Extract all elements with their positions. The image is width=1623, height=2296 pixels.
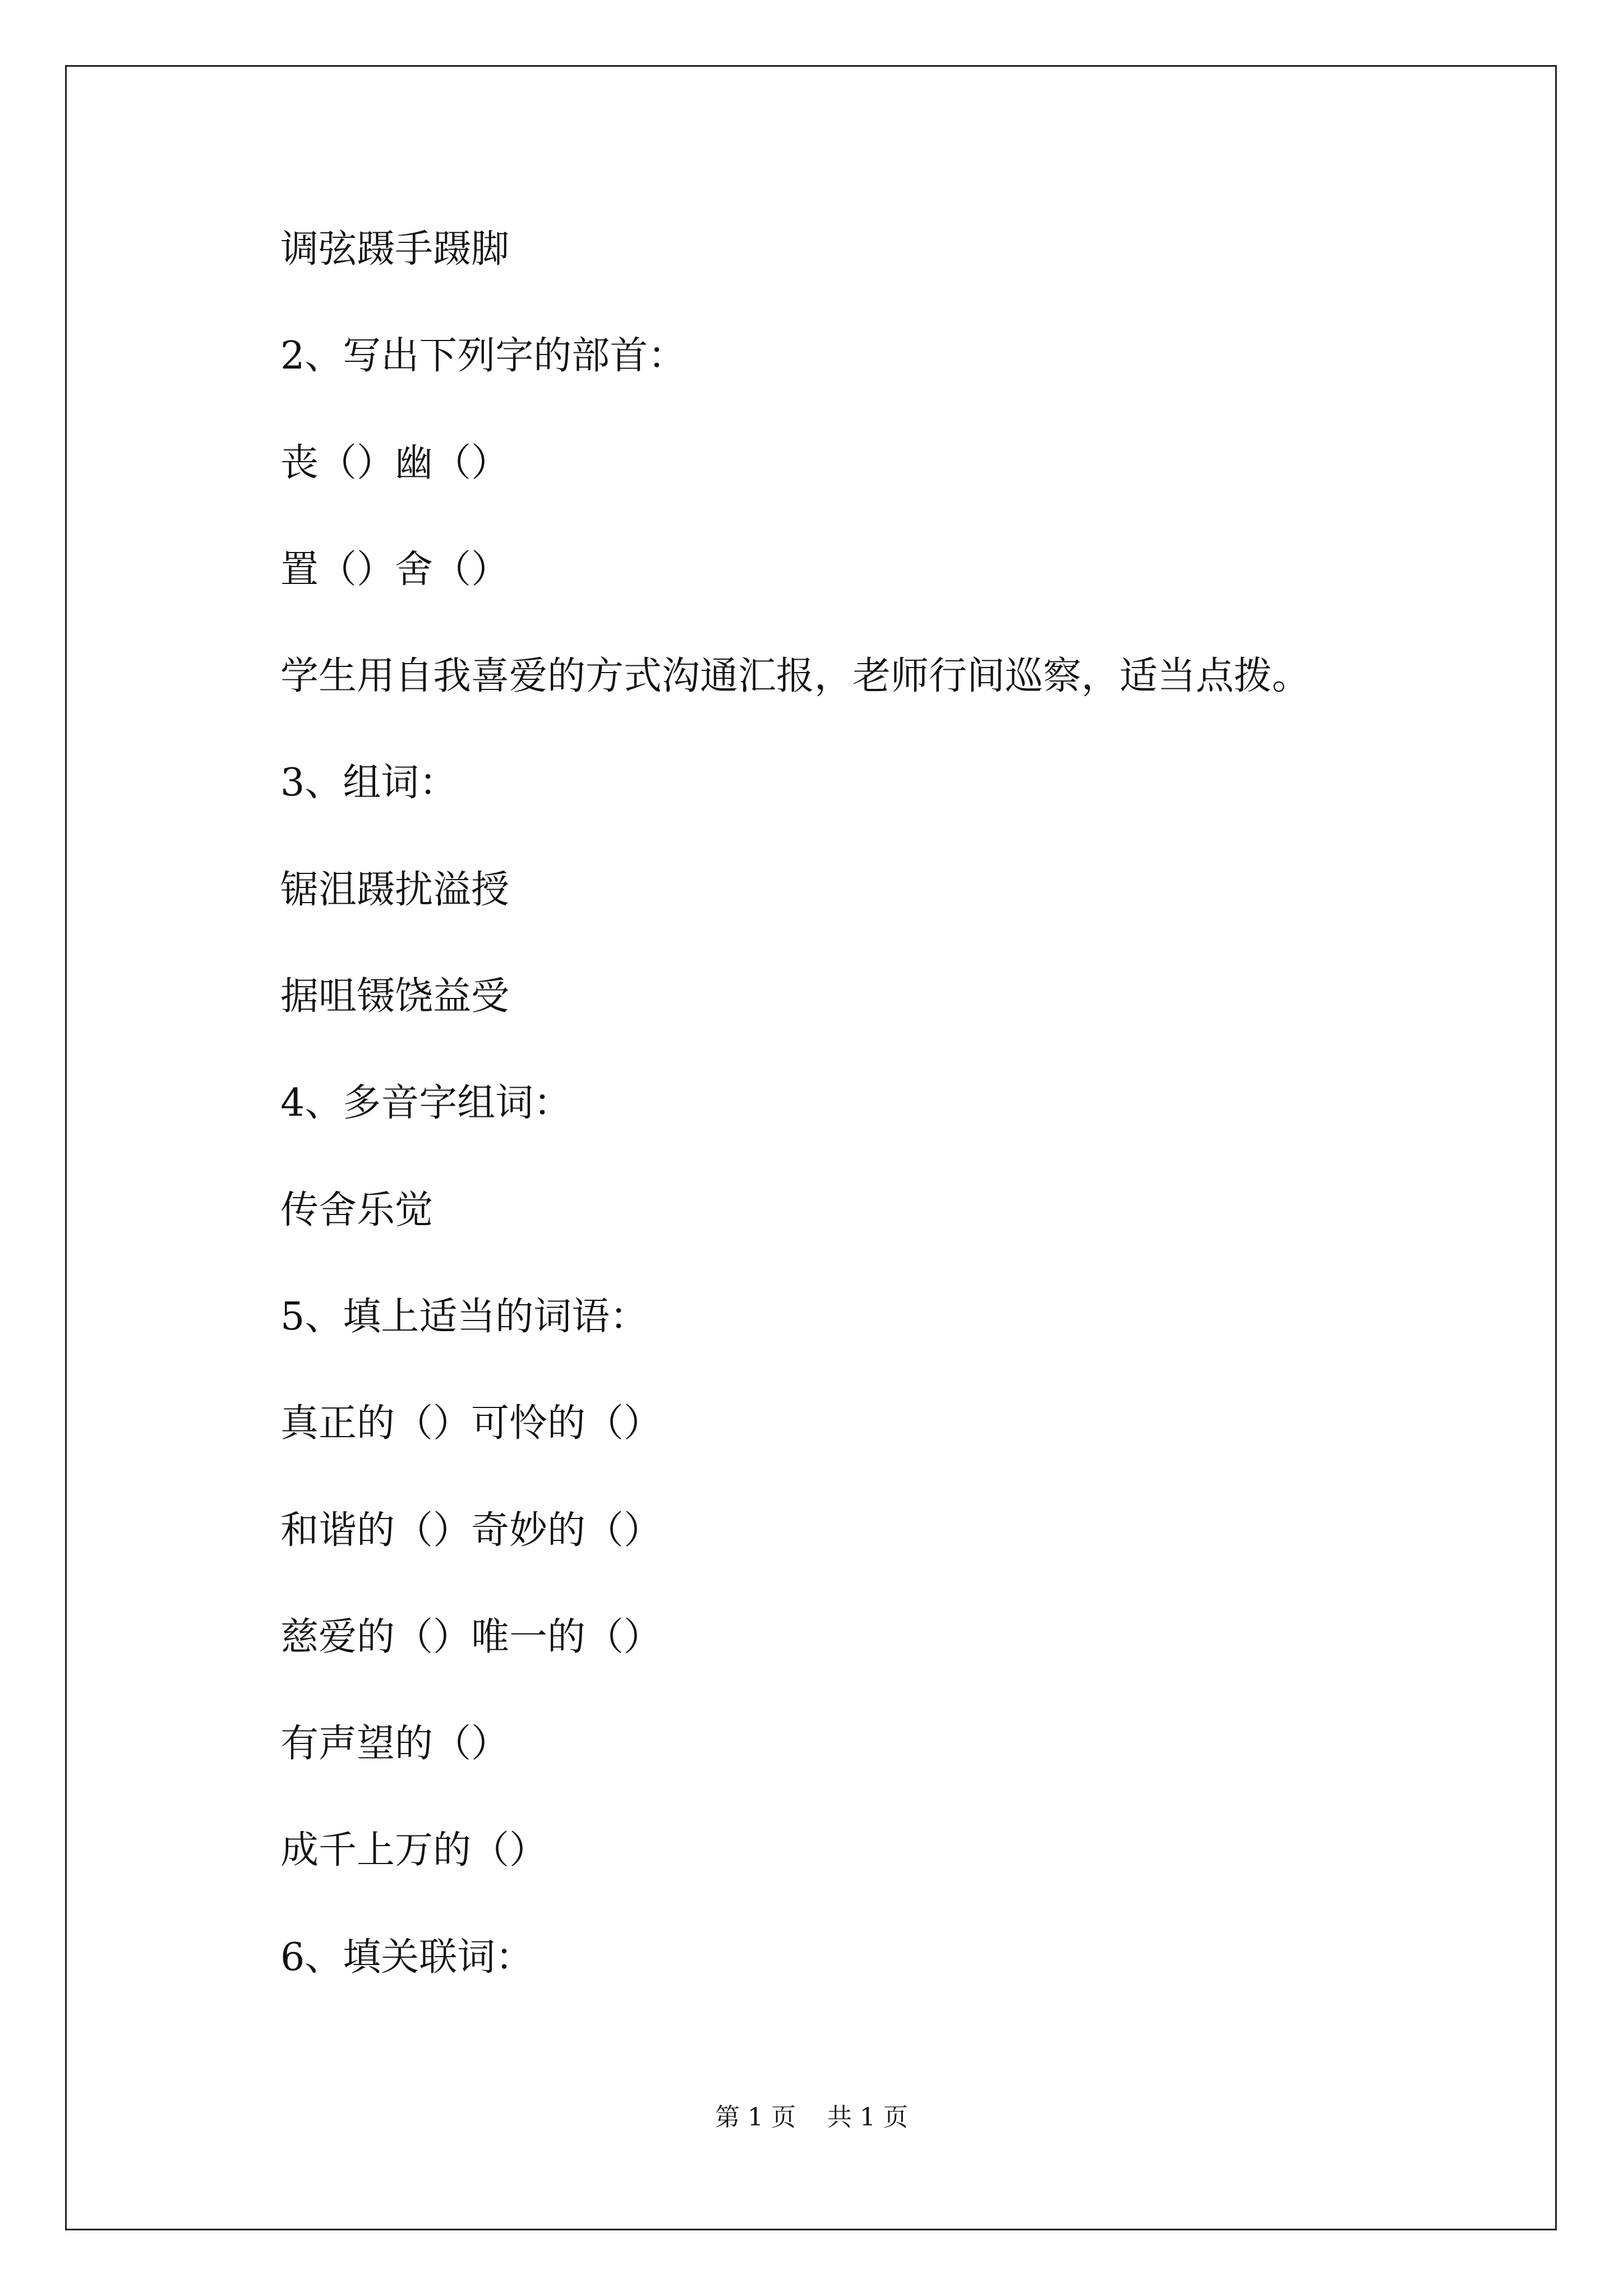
text-line-4: 置（）舍（）	[280, 547, 510, 592]
text-line-15: 有声望的（）	[280, 1722, 510, 1766]
question-3-heading: 3、组词：	[280, 761, 458, 806]
question-2-heading: 2、写出下列字的部首：	[280, 334, 686, 379]
text-line-5: 学生用自我喜爱的方式沟通汇报，老师行间巡察，适当点拨。	[280, 654, 1311, 699]
text-line-16: 成千上万的（）	[280, 1828, 548, 1873]
text-line-7: 锯沮蹑扰溢授	[280, 867, 510, 912]
text-line-13: 和谐的（）奇妙的（）	[280, 1508, 662, 1553]
question-5-heading: 5、填上适当的词语：	[280, 1294, 648, 1339]
question-4-heading: 4、多音字组词：	[280, 1081, 572, 1126]
page-number-footer: 第 1 页 共 1 页	[715, 2103, 908, 2132]
text-line-1: 调弦蹑手蹑脚	[280, 227, 510, 272]
text-line-3: 丧（）幽（）	[280, 440, 510, 485]
question-6-heading: 6、填关联词：	[280, 1935, 534, 1980]
text-line-8: 据咀镊饶益受	[280, 974, 510, 1019]
document-body	[280, 222, 1486, 2036]
text-line-14: 慈爱的（）唯一的（）	[280, 1614, 662, 1659]
text-line-12: 真正的（）可怜的（）	[280, 1401, 662, 1446]
text-line-10: 传舍乐觉	[280, 1188, 434, 1232]
